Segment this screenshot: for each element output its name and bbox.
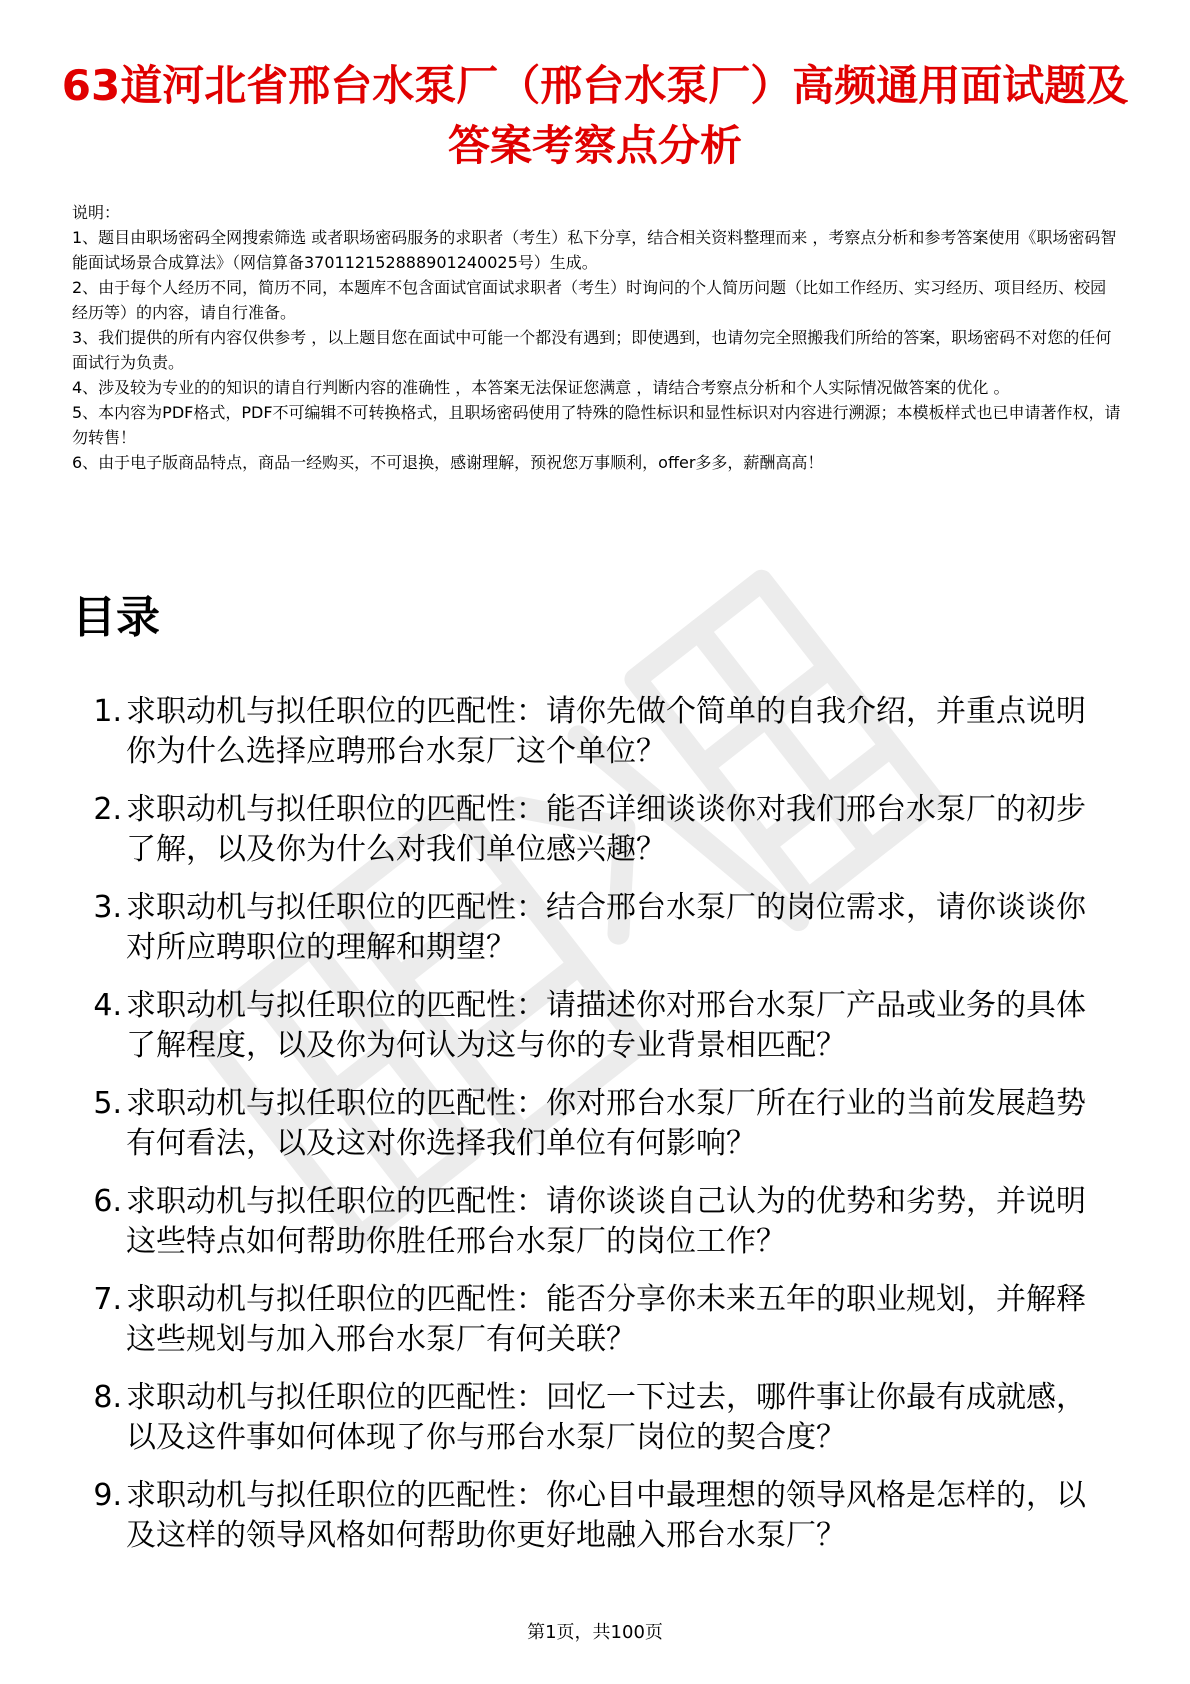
toc-item-text: 求职动机与拟任职位的匹配性：能否分享你未来五年的职业规划，并解释这些规划与加入邢台水泵厂有何关联？: [126, 1282, 1086, 1357]
toc-item-text: 求职动机与拟任职位的匹配性：请你先做个简单的自我介绍，并重点说明你为什么选择应聘邢台水泵厂这个单位？: [126, 694, 1086, 769]
toc-item-number: 3.: [93, 890, 122, 925]
notes-heading: 说明：: [72, 203, 121, 222]
toc-item-text: 求职动机与拟任职位的匹配性：能否详细谈谈你对我们邢台水泵厂的初步了解，以及你为什么对我们单位感兴趣？: [126, 792, 1086, 867]
toc-item-text: 求职动机与拟任职位的匹配性：请你谈谈自己认为的优势和劣势，并说明这些特点如何帮助你胜任邢台水泵厂的岗位工作？: [126, 1184, 1086, 1259]
notes-section: [72, 200, 1122, 475]
toc-item-number: 4.: [93, 988, 122, 1023]
table-of-contents: [72, 692, 1122, 1574]
toc-item-text: 求职动机与拟任职位的匹配性：你对邢台水泵厂所在行业的当前发展趋势有何看法，以及这对你选择我们单位有何影响？: [126, 1086, 1086, 1161]
toc-item-text: 求职动机与拟任职位的匹配性：请描述你对邢台水泵厂产品或业务的具体了解程度，以及你为何认为这与你的专业背景相匹配？: [126, 988, 1086, 1063]
toc-item[interactable]: [72, 1378, 1122, 1458]
toc-item-number: 7.: [93, 1282, 122, 1317]
note-item: 5、本内容为PDF格式，PDF不可编辑不可转换格式，且职场密码使用了特殊的隐性标识和显性标识对内容进行溯源；本模板样式也已申请著作权，请勿转售！: [72, 403, 1121, 447]
toc-item[interactable]: [72, 790, 1122, 870]
note-item: 1、题目由职场密码全网搜索筛选 或者职场密码服务的求职者（考生）私下分享，结合相关资料整理而来 ，考察点分析和参考答案使用《职场密码智能面试场景合成算法》（网信算备370112152888901240025号）生成。: [72, 228, 1117, 272]
note-item: 2、由于每个人经历不同，简历不同，本题库不包含面试官面试求职者（考生）时询问的个人简历问题（比如工作经历、实习经历、项目经历、校园经历等）的内容，请自行准备。: [72, 278, 1107, 322]
note-item: 4、涉及较为专业的的知识的请自行判断内容的准确性 ，本答案无法保证您满意 ，请结合考察点分析和个人实际情况做答案的优化 。: [72, 378, 1010, 397]
toc-item-number: 9.: [93, 1478, 122, 1513]
toc-heading: 目录: [72, 592, 160, 643]
toc-item[interactable]: [72, 692, 1122, 772]
toc-item[interactable]: [72, 1084, 1122, 1164]
toc-item[interactable]: [72, 1182, 1122, 1262]
toc-item[interactable]: [72, 888, 1122, 968]
page-footer: 第1页，共100页: [527, 1622, 663, 1643]
toc-item[interactable]: [72, 986, 1122, 1066]
toc-item-number: 2.: [93, 792, 122, 827]
toc-item[interactable]: [72, 1280, 1122, 1360]
note-item: 3、我们提供的所有内容仅供参考 ，以上题目您在面试中可能一个都没有遇到；即使遇到，也请勿完全照搬我们所给的答案，职场密码不对您的任何面试行为负责。: [72, 328, 1112, 372]
toc-item-number: 1.: [93, 694, 122, 729]
toc-item-number: 6.: [93, 1184, 122, 1219]
toc-item[interactable]: [72, 1476, 1122, 1556]
toc-item-text: 求职动机与拟任职位的匹配性：结合邢台水泵厂的岗位需求，请你谈谈你对所应聘职位的理解和期望？: [126, 890, 1086, 965]
note-item: 6、由于电子版商品特点，商品一经购买，不可退换，感谢理解，预祝您万事顺利，offer多多，薪酬高高！: [72, 453, 824, 472]
toc-item-number: 8.: [93, 1380, 122, 1415]
toc-item-text: 求职动机与拟任职位的匹配性：你心目中最理想的领导风格是怎样的，以及这样的领导风格如何帮助你更好地融入邢台水泵厂？: [126, 1478, 1086, 1553]
toc-item-text: 求职动机与拟任职位的匹配性：回忆一下过去，哪件事让你最有成就感，以及这件事如何体现了你与邢台水泵厂岗位的契合度？: [126, 1380, 1086, 1455]
toc-item-number: 5.: [93, 1086, 122, 1121]
document-title: 63道河北省邢台水泵厂（邢台水泵厂）高频通用面试题及答案考察点分析: [61, 61, 1129, 170]
